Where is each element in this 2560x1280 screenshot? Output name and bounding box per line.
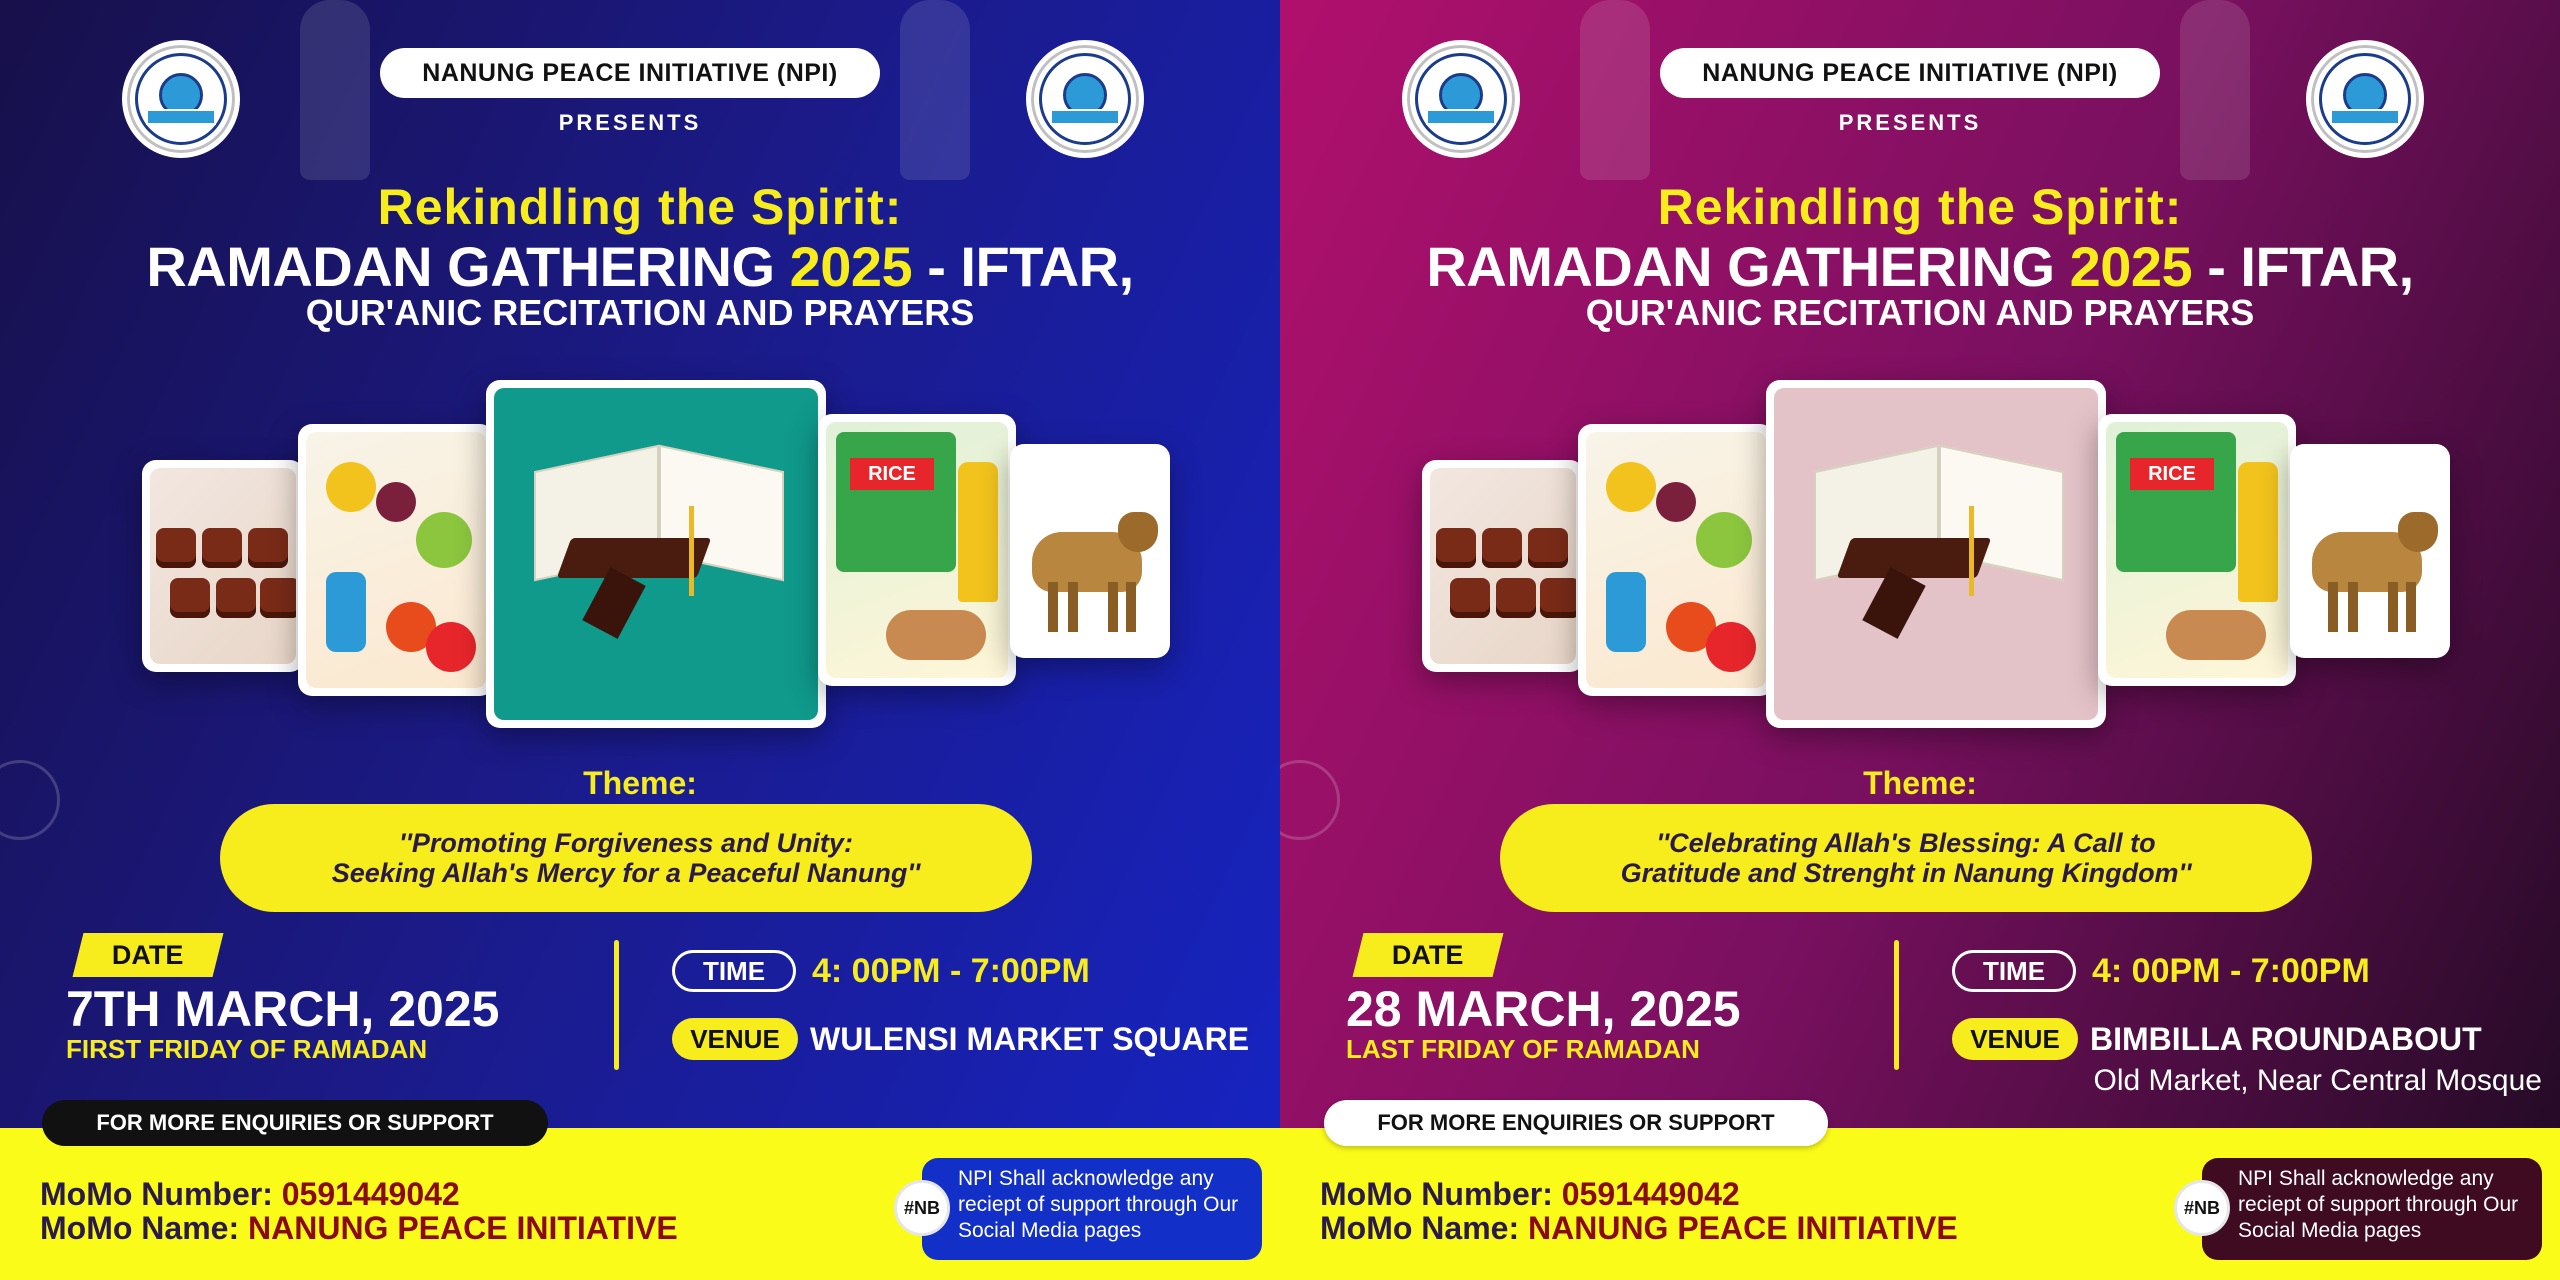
momo-name-value: NANUNG PEACE INITIATIVE [1528,1210,1958,1246]
rekindle-title: Rekindling the Spirit: [377,179,903,235]
npi-logo [1402,40,1520,158]
date-tag [1353,933,1504,977]
npi-logo [122,40,240,158]
venue-tag: VENUE [1952,1018,2078,1060]
meat-photo-card [1422,460,1584,672]
momo-name [40,1210,678,1247]
nb-badge: #NB [2174,1180,2230,1236]
headline-part: - IFTAR, [912,235,1134,298]
meat-photo-card [142,460,304,672]
venue-tag: VENUE [672,1018,798,1060]
flyer-right [1280,0,2560,1280]
nb-note [922,1158,1262,1260]
divider [1894,940,1899,1070]
enquiries-banner: FOR MORE ENQUIRIES OR SUPPORT [42,1100,548,1146]
momo-number-value: 0591449042 [281,1176,460,1212]
divider [614,940,619,1070]
enquiries-banner: FOR MORE ENQUIRIES OR SUPPORT [1324,1100,1828,1146]
momo-name-label: MoMo Name: [40,1210,248,1246]
nb-note-text: NPI Shall acknowledge any reciept of support through Our Social Media pages [2238,1167,2519,1242]
cow-photo-card [1010,444,1170,658]
nb-badge: #NB [894,1180,950,1236]
headline-year: 2025 [789,235,913,298]
momo-name-label: MoMo Name: [1320,1210,1528,1246]
presents-label: PRESENTS [1838,110,1982,135]
momo-number-label: MoMo Number: [1320,1176,1562,1212]
momo-name [1320,1210,1958,1247]
headline-part: RAMADAN GATHERING [146,235,790,298]
theme-label: Theme: [583,765,697,801]
event-venue: BIMBILLA ROUNDABOUT [2090,1021,2482,1057]
nb-note [2202,1158,2542,1260]
event-date-note: LAST FRIDAY OF RAMADAN [1346,1034,1700,1064]
groceries-photo-card: RICE [818,414,1016,686]
time-tag: TIME [672,950,796,992]
theme-line: Seeking Allah's Mercy for a Peaceful Nanung'' [331,858,921,888]
event-headline [0,234,1280,299]
theme-line: ''Promoting Forgiveness and Unity: [399,828,853,858]
time-tag: TIME [1952,950,2076,992]
date-label: DATE [1392,939,1464,970]
theme-label: Theme: [1863,765,1977,801]
event-subheadline: QUR'ANIC RECITATION AND PRAYERS [1585,292,2255,333]
quran-photo-card [486,380,826,728]
headline-part: RAMADAN GATHERING [1426,235,2070,298]
event-venue-detail: Old Market, Near Central Mosque [2093,1064,2542,1097]
momo-number [1320,1176,1740,1213]
theme-line: Gratitude and Strenght in Nanung Kingdom'' [1620,858,2192,888]
fruit-photo-card [298,424,494,696]
lantern-decoration [2180,0,2250,180]
date-label: DATE [112,939,184,970]
event-date: 28 MARCH, 2025 [1346,981,1741,1037]
cow-photo-card [2290,444,2450,658]
event-subheadline: QUR'ANIC RECITATION AND PRAYERS [305,292,975,333]
event-date-note: FIRST FRIDAY OF RAMADAN [66,1034,428,1064]
npi-logo [2306,40,2424,158]
momo-number-value: 0591449042 [1561,1176,1740,1212]
lantern-decoration [900,0,970,180]
lantern-decoration [1580,0,1650,180]
theme-line: ''Celebrating Allah's Blessing: A Call to [1656,828,2156,858]
headline-year: 2025 [2069,235,2193,298]
headline-part: - IFTAR, [2192,235,2414,298]
quran-photo-card [1766,380,2106,728]
event-venue: WULENSI MARKET SQUARE [810,1021,1250,1057]
momo-name-value: NANUNG PEACE INITIATIVE [248,1210,678,1246]
theme-text [220,804,1032,912]
presents-label: PRESENTS [558,110,702,135]
event-date: 7TH MARCH, 2025 [66,981,500,1037]
lantern-decoration [300,0,370,180]
organization-name: NANUNG PEACE INITIATIVE (NPI) [380,48,880,98]
event-time: 4: 00PM - 7:00PM [2092,952,2370,990]
npi-logo [1026,40,1144,158]
event-time: 4: 00PM - 7:00PM [812,952,1090,990]
momo-number-label: MoMo Number: [40,1176,282,1212]
fruit-photo-card [1578,424,1774,696]
groceries-photo-card: RICE [2098,414,2296,686]
momo-number [40,1176,460,1213]
theme-text [1500,804,2312,912]
rekindle-title: Rekindling the Spirit: [1657,179,2183,235]
nb-note-text: NPI Shall acknowledge any reciept of support through Our Social Media pages [958,1167,1239,1242]
date-tag [73,933,224,977]
event-headline [1280,234,2560,299]
organization-name: NANUNG PEACE INITIATIVE (NPI) [1660,48,2160,98]
